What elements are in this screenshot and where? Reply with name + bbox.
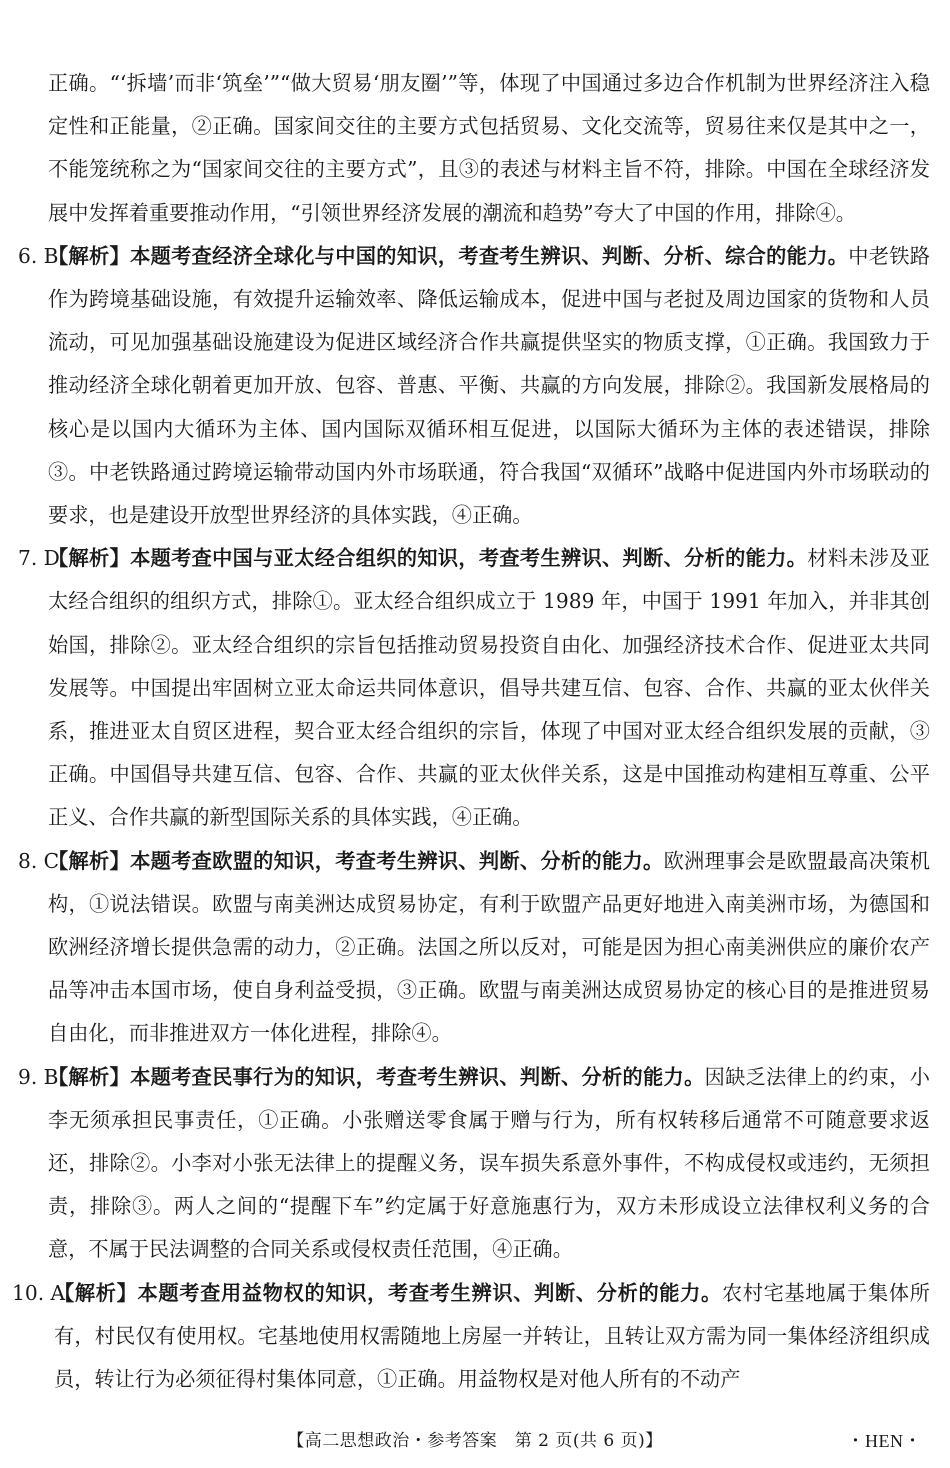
continued-paragraph xyxy=(18,62,930,235)
analysis-text: 中老铁路作为跨境基础设施，有效提升运输效率、降低运输成本，促进中国与老挝及周边国家的货物和人员流动，可见加强基础设施建设为促进区域经济合作共赢提供坚实的物质支撑，①正确。我国致力于推动经济全球化朝着更加开放、包容、普惠、平衡、共赢的方向发展，排除②。我国新发展格局的核心是以国内大循环为主体、国内国际双循环相互促进，以国际大循环为主体的表述错误，排除③。中老铁路通过跨境运输带动国内外市场联通，符合我国“双循环”战略中促进国内外市场联动的要求，也是建设开放型世界经济的具体实践，④正确。 xyxy=(48,243,930,528)
analysis-lead: 【解析】本题考查用益物权的知识，考查考生辨识、判断、分析的能力。 xyxy=(54,1280,722,1305)
answer-number: 9. B xyxy=(18,1064,59,1089)
analysis-lead: 【解析】本题考查民事行为的知识，考查考生辨识、判断、分析的能力。 xyxy=(48,1064,705,1089)
answer-item-10 xyxy=(12,1272,930,1402)
analysis-lead: 【解析】本题考查欧盟的知识，考查考生辨识、判断、分析的能力。 xyxy=(48,848,664,873)
answer-number: 7. D xyxy=(18,546,60,571)
continued-paragraph-text: 正确。“‘拆墙’而非‘筑垒’”“做大贸易‘朋友圈’”等，体现了中国通过多边合作机制为世界经济注入稳定性和正能量，②正确。国家间交往的主要方式包括贸易、文化交流等，贸易往来仅是其中之一，不能笼统称之为“国家间交往的主要方式”，且③的表述与材料主旨不符，排除。中国在全球经济发展中发挥着重要推动作用，“引领世界经济发展的潮流和趋势”夸大了中国的作用，排除④。 xyxy=(48,71,930,225)
answer-number: 8. C xyxy=(18,848,60,873)
analysis-text: 欧洲理事会是欧盟最高决策机构，①说法错误。欧盟与南美洲达成贸易协定，有利于欧盟产品更好地进入南美洲市场，为德国和欧洲经济增长提供急需的动力，②正确。法国之所以反对，可能是因为担心南美洲供应的廉价农产品等冲击本国市场，使自身利益受损，③正确。欧盟与南美洲达成贸易协定的核心目的是推进贸易自由化，而非推进双方一体化进程，排除④。 xyxy=(48,848,930,1046)
answer-item-9 xyxy=(18,1056,930,1272)
answer-number: 10. A xyxy=(12,1280,66,1305)
answer-item-8 xyxy=(18,840,930,1056)
page-footer xyxy=(0,1426,950,1456)
analysis-text: 农村宅基地属于集体所有，村民仅有使用权。宅基地使用权需随地上房屋一并转让，且转让双方需为同一集体经济组织成员，转让行为必须征得村集体同意，①正确。用益物权是对他人所有的不动产 xyxy=(54,1280,930,1392)
analysis-lead: 【解析】本题考查经济全球化与中国的知识，考查考生辨识、判断、分析、综合的能力。 xyxy=(48,243,849,268)
analysis-text: 材料未涉及亚太经合组织的组织方式，排除①。亚太经合组织成立于 1989 年，中国于 1991 年加入，并非其创始国，排除②。亚太经合组织的宗旨包括推动贸易投资自由化、加强经济技术合作、促进亚太共同发展等。中国提出牢固树立亚太命运共同体意识，倡导共建互信、包容、合作、共赢的亚太伙伴关系，推进亚太自贸区进程，契合亚太经合组织的宗旨，体现了中国对亚太经合组织发展的贡献，③正确。中国倡导共建互信、包容、合作、共赢的亚太伙伴关系，这是中国推动构建相互尊重、公平正义、合作共赢的新型国际关系的具体实践，④正确。 xyxy=(48,546,930,830)
analysis-lead: 【解析】本题考查中国与亚太经合组织的知识，考查考生辨识、判断、分析的能力。 xyxy=(48,546,808,571)
footer-code: ・HEN・ xyxy=(846,1431,922,1451)
answer-body xyxy=(12,62,930,1401)
answer-item-7 xyxy=(18,537,930,839)
footer-page-info: 【高二思想政治・参考答案 第 2 页(共 6 页)】 xyxy=(287,1431,663,1451)
answer-number: 6. B xyxy=(18,243,59,268)
analysis-text: 因缺乏法律上的约束，小李无须承担民事责任，①正确。小张赠送零食属于赠与行为，所有权转移后通常不可随意要求返还，排除②。小李对小张无法律上的提醒义务，误车损失系意外事件，不构成侵权或违约，无须担责，排除③。两人之间的“提醒下车”约定属于好意施惠行为，双方未形成设立法律权利义务的合意，不属于民法调整的合同关系或侵权责任范围，④正确。 xyxy=(48,1064,930,1262)
answer-item-6 xyxy=(18,235,930,537)
